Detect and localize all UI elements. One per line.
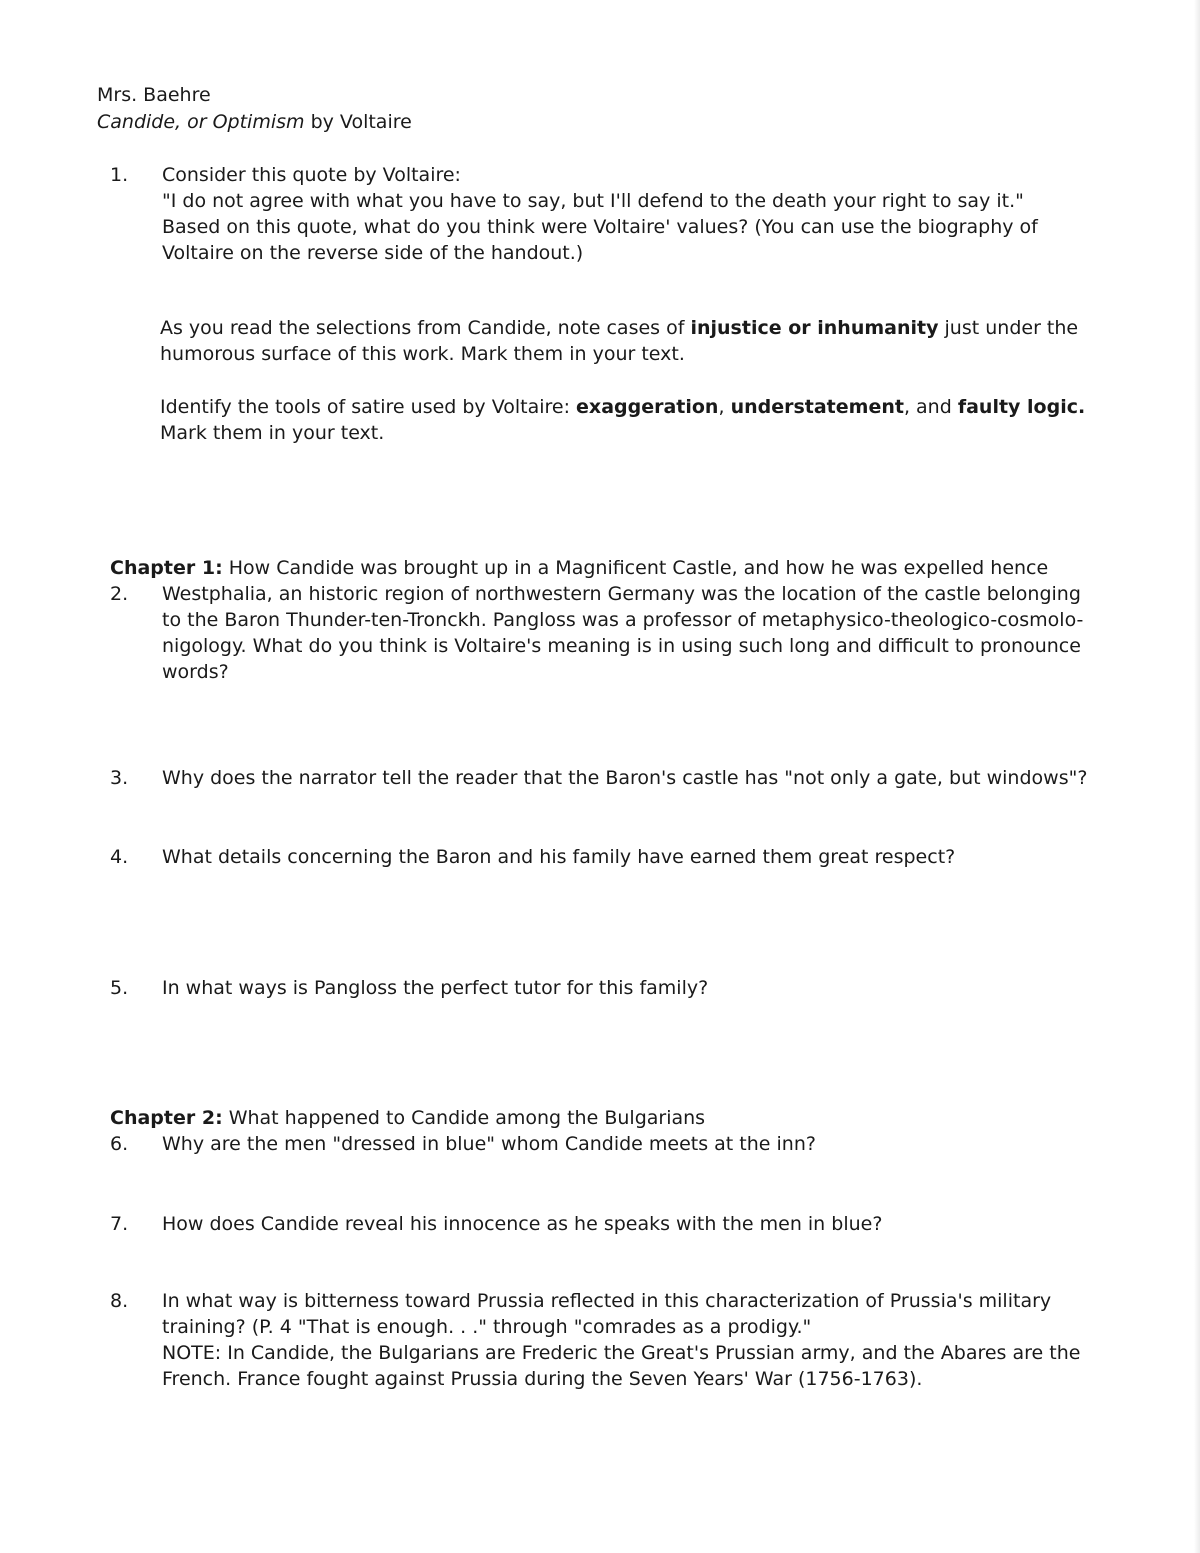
chapter-title: How Candide was brought up in a Magnificent Castle, and how he was expelled hence — [222, 557, 1049, 579]
separator: , and — [903, 396, 958, 418]
question-number: 3. — [110, 767, 129, 789]
header — [97, 82, 412, 136]
question-prompt: Based on this quote, what do you think were Voltaire' values? (You can use the biography of Voltaire on the reverse side of the handout.) — [162, 216, 1038, 264]
chapter-1-heading — [110, 555, 1100, 581]
chapter-2-heading — [110, 1105, 1100, 1131]
instruction-text: Identify the tools of satire used by Voltaire: — [160, 396, 577, 418]
voltaire-quote: "I do not agree with what you have to say, but I'll defend to the death your right to say it." — [162, 190, 1024, 212]
chapter-label: Chapter 1: — [110, 557, 223, 579]
question-text — [162, 1288, 1097, 1392]
question-number: 8. — [110, 1290, 129, 1312]
instruction-text-end: Mark them in your text. — [160, 422, 385, 444]
question-number: 6. — [110, 1133, 129, 1155]
question-number: 7. — [110, 1213, 129, 1235]
chapter-title: What happened to Candide among the Bulgarians — [222, 1107, 706, 1129]
question-text: What details concerning the Baron and his family have earned them great respect? — [162, 846, 956, 868]
instruction-emphasis: injustice or inhumanity — [690, 317, 939, 339]
term-exaggeration: exaggeration — [576, 396, 719, 418]
term-faulty-logic: faulty logic. — [957, 396, 1086, 418]
question-intro: Consider this quote by Voltaire: — [162, 164, 461, 186]
instruction-text: As you read the selections from Candide, note cases of — [160, 317, 691, 339]
separator: , — [718, 396, 731, 418]
instruction-text-end: just under the humorous surface of this work. Mark them in your text. — [160, 317, 1079, 365]
question-number: 4. — [110, 846, 129, 868]
question-text: How does Candide reveal his innocence as he speaks with the men in blue? — [162, 1213, 883, 1235]
question-text: Why does the narrator tell the reader that the Baron's castle has "not only a gate, but windows"? — [162, 767, 1088, 789]
author-byline: by Voltaire — [304, 111, 412, 133]
book-title: Candide, or Optimism — [97, 111, 305, 133]
question-text: Westphalia, an historic region of northwestern Germany was the location of the castle belonging to the Baron Thunder-ten-Tronckh. Pangloss was a professor of metaphysico-theologico-cosmolo-nigology. What do you think is Voltaire's meaning is in using such long and difficult to pronounce words? — [162, 583, 1084, 683]
question-text: In what ways is Pangloss the perfect tutor for this family? — [162, 977, 709, 999]
question-text: Why are the men "dressed in blue" whom Candide meets at the inn? — [162, 1133, 816, 1155]
scan-edge-shadow — [1194, 0, 1200, 1553]
question-text — [162, 162, 1097, 266]
question-number: 1. — [110, 164, 129, 186]
question-prompt: In what way is bitterness toward Prussia reflected in this characterization of Prussia's military training? (P. 4 "That is enough. . ." through "comrades as a prodigy." — [162, 1290, 1052, 1338]
question-note: NOTE: In Candide, the Bulgarians are Frederic the Great's Prussian army, and the Abares are the French. France fought against Prussia during the Seven Years' War (1756-1763). — [162, 1342, 1081, 1390]
teacher-name: Mrs. Baehre — [97, 84, 211, 106]
question-number: 2. — [110, 583, 129, 605]
document-title — [97, 109, 412, 136]
term-understatement: understatement — [730, 396, 904, 418]
instruction-injustice — [160, 315, 1095, 367]
chapter-label: Chapter 2: — [110, 1107, 223, 1129]
instruction-satire — [160, 394, 1095, 446]
question-number: 5. — [110, 977, 129, 999]
